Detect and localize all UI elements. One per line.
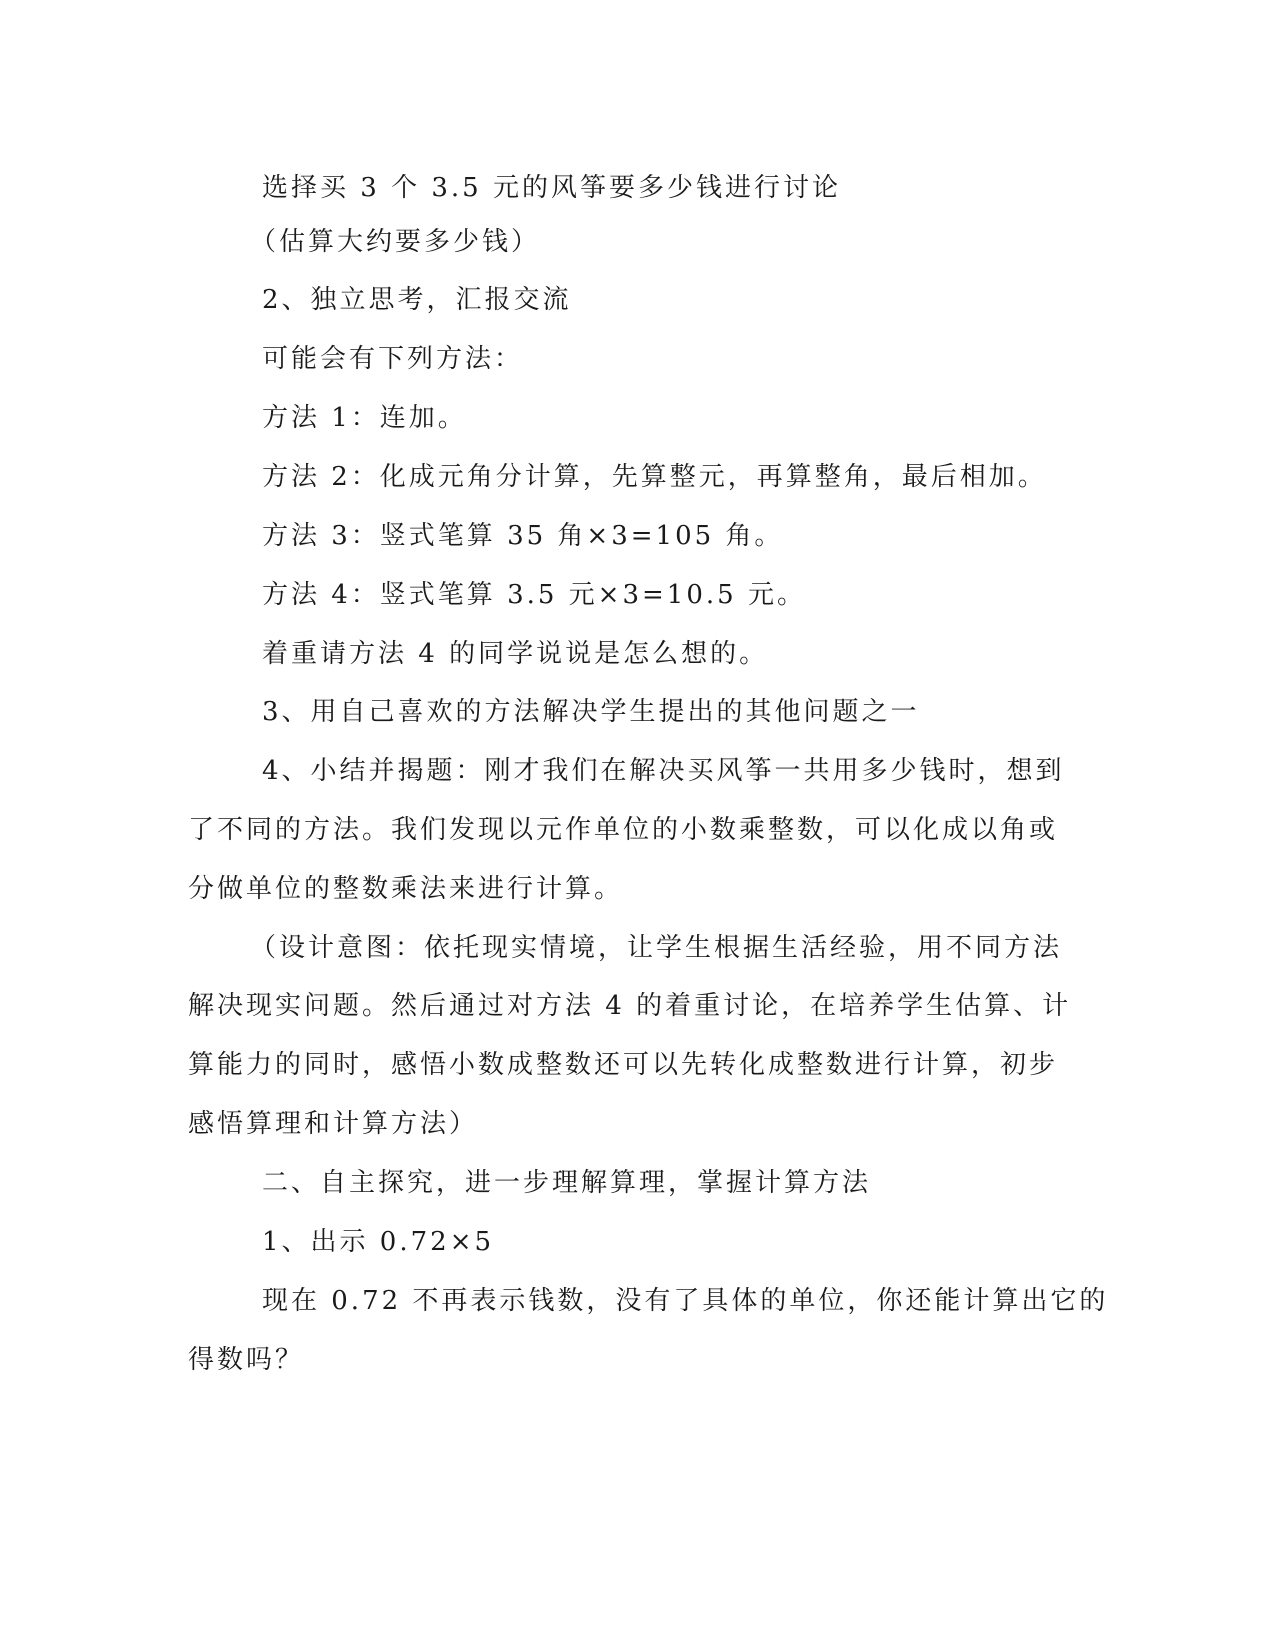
text-line: 方法 2：化成元角分计算，先算整元，再算整角，最后相加。 xyxy=(262,462,1047,492)
text-line: 方法 4：竖式笔算 3.5 元×3=10.5 元。 xyxy=(262,580,806,610)
text-line: 方法 3：竖式笔算 35 角×3=105 角。 xyxy=(262,521,784,551)
text-line: 算能力的同时，感悟小数成整数还可以先转化成整数进行计算，初步 xyxy=(188,1050,1059,1080)
text-line: 二、自主探究，进一步理解算理，掌握计算方法 xyxy=(262,1168,872,1198)
text-line: 3、用自己喜欢的方法解决学生提出的其他问题之一 xyxy=(262,697,920,727)
text-line: 分做单位的整数乘法来进行计算。 xyxy=(188,874,624,904)
text-line: 选择买 3 个 3.5 元的风筝要多少钱进行讨论 xyxy=(262,173,841,203)
text-line: 方法 1：连加。 xyxy=(262,403,467,433)
text-line: 得数吗？ xyxy=(188,1345,305,1375)
text-line: （估算大约要多少钱） xyxy=(250,227,541,257)
text-line: 现在 0.72 不再表示钱数，没有了具体的单位，你还能计算出它的 xyxy=(262,1286,1109,1316)
text-line: 可能会有下列方法： xyxy=(262,344,524,374)
text-line: （设计意图：依托现实情境，让学生根据生活经验，用不同方法 xyxy=(250,933,1063,963)
text-line: 解决现实问题。然后通过对方法 4 的着重讨论，在培养学生估算、计 xyxy=(188,991,1072,1021)
text-line: 1、出示 0.72×5 xyxy=(262,1227,495,1257)
text-line: 着重请方法 4 的同学说说是怎么想的。 xyxy=(262,639,769,669)
text-line: 感悟算理和计算方法） xyxy=(188,1109,479,1139)
text-line: 4、小结并揭题：刚才我们在解决买风筝一共用多少钱时，想到 xyxy=(262,756,1065,786)
text-line: 了不同的方法。我们发现以元作单位的小数乘整数，可以化成以角或 xyxy=(188,815,1059,845)
text-line: 2、独立思考，汇报交流 xyxy=(262,285,572,315)
